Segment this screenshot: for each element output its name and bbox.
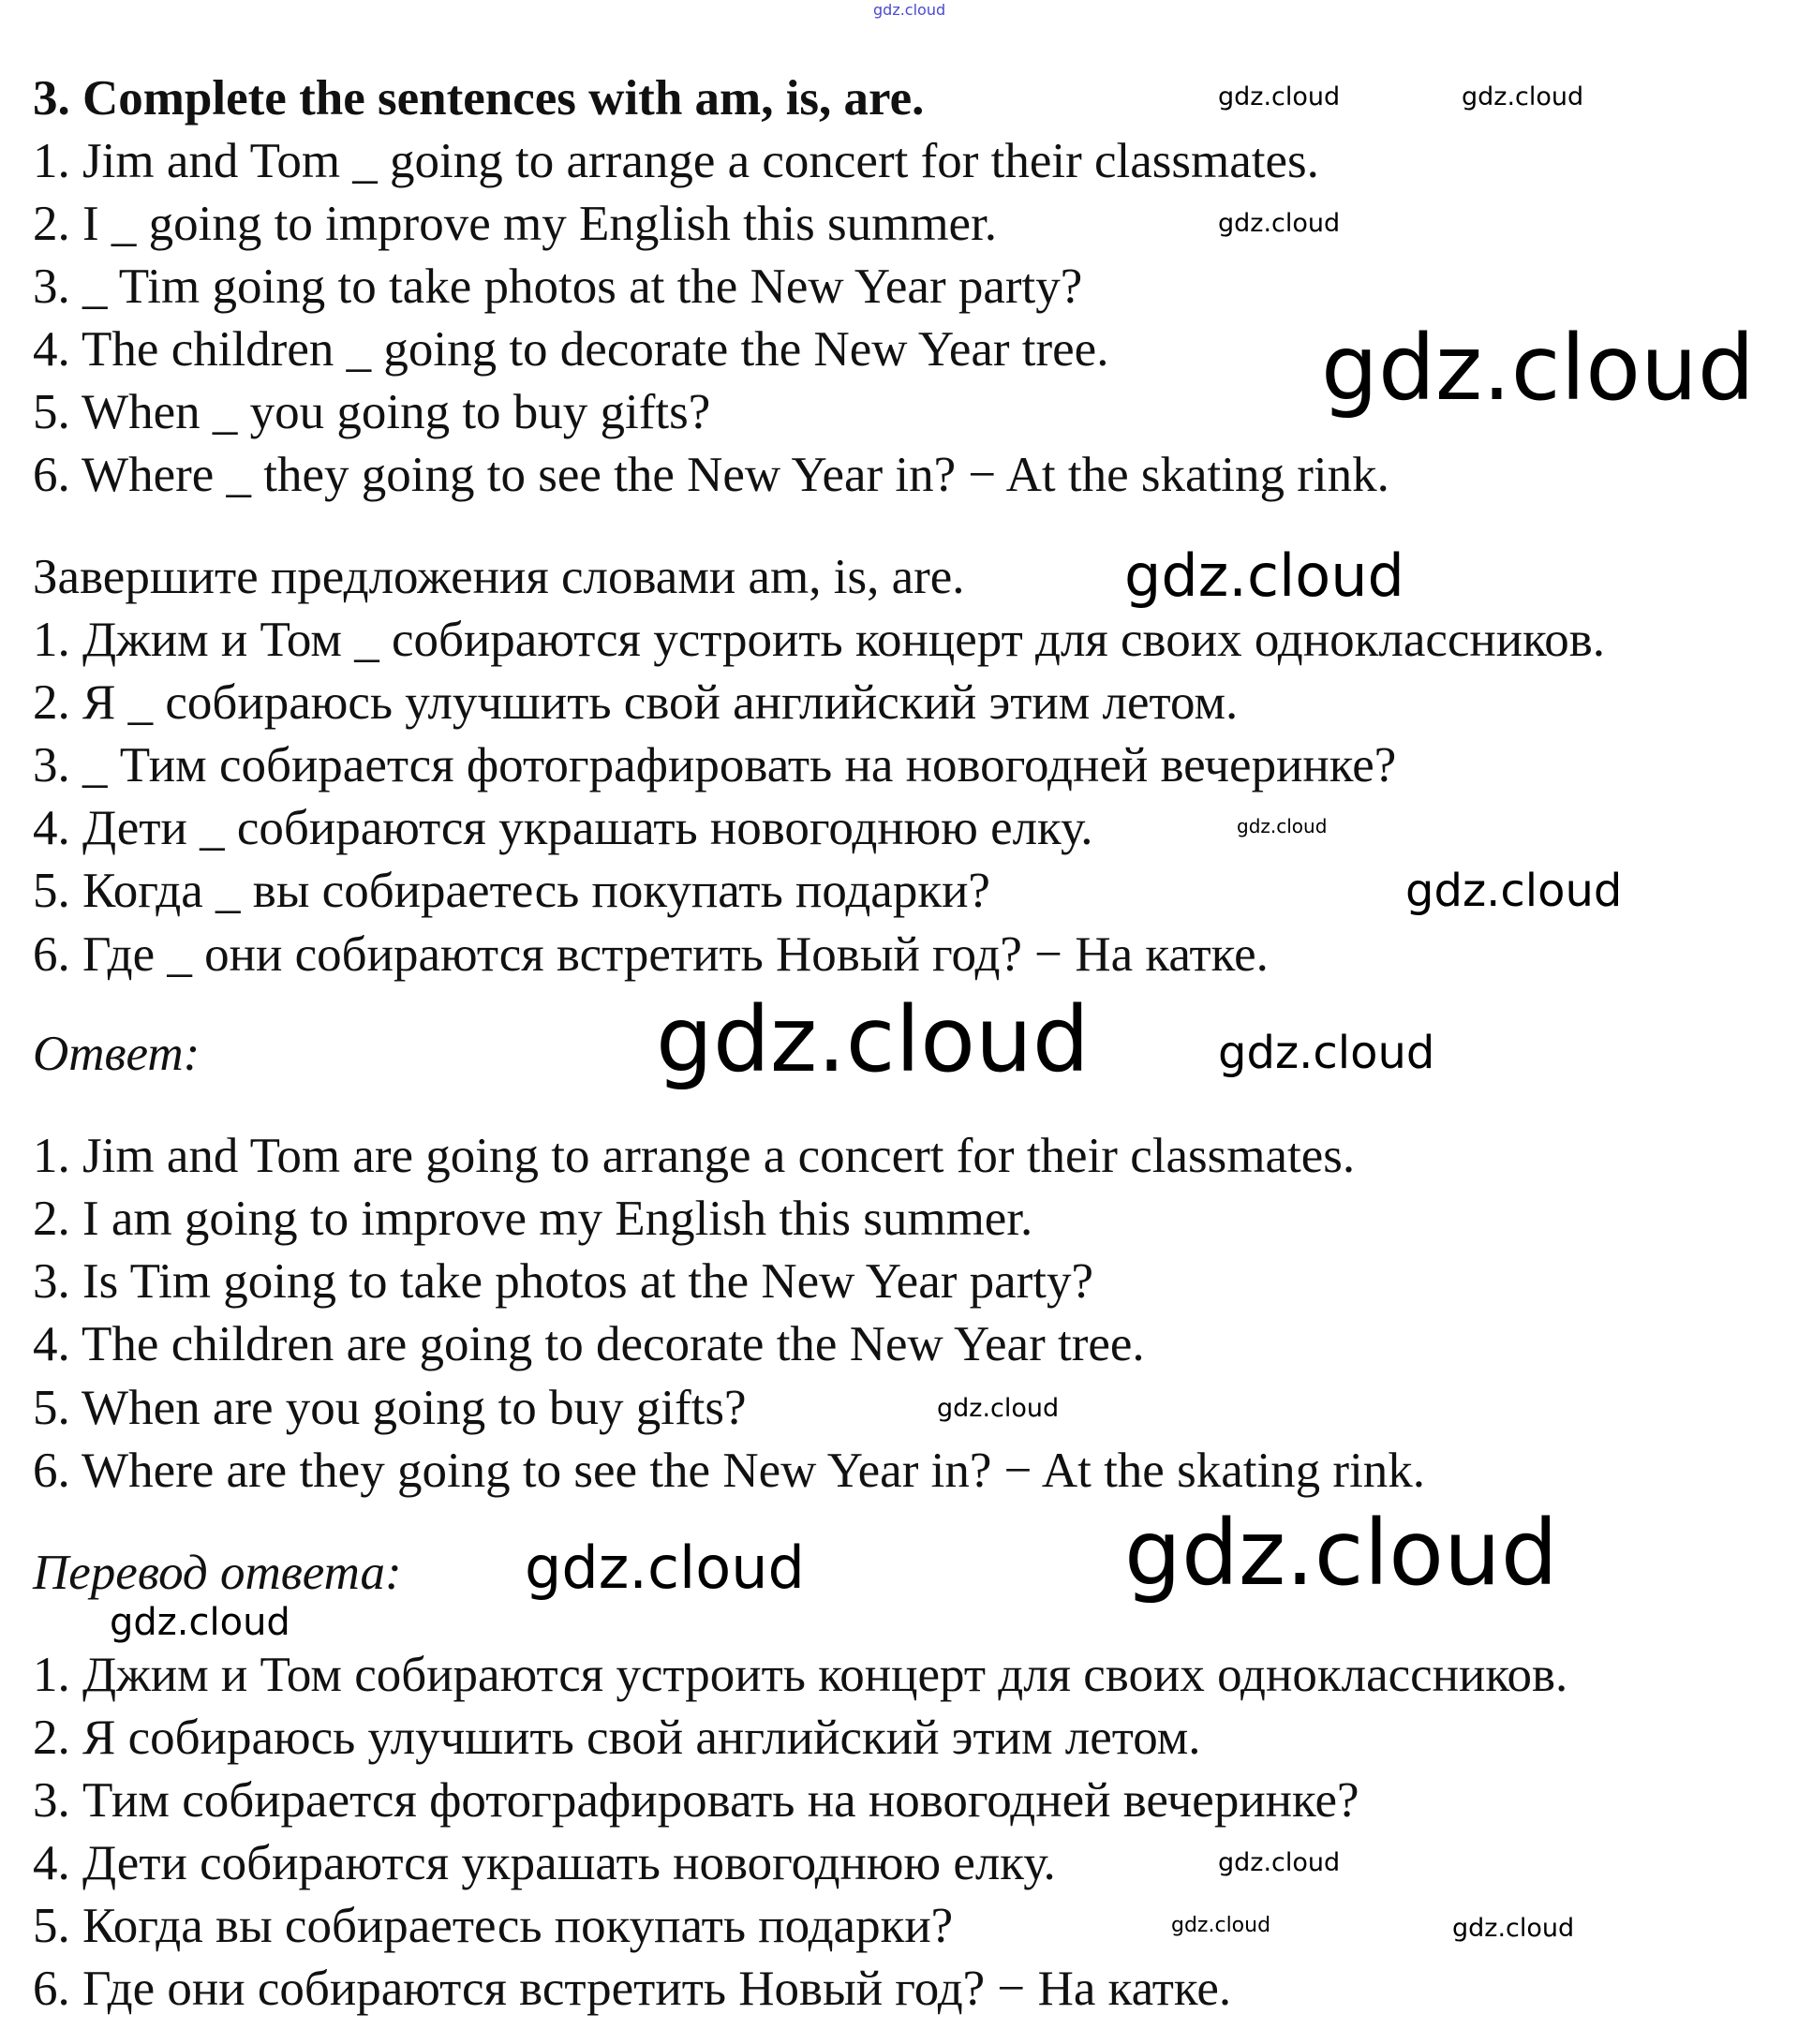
answer-translation-line: 5. Когда вы собираетесь покупать подарки?	[33, 1899, 954, 1953]
task-line: 5. Когда _ вы собираетесь покупать подарки?	[33, 864, 990, 918]
watermark: gdz.cloud	[1218, 1027, 1435, 1079]
watermark: gdz.cloud	[937, 1394, 1060, 1423]
answer-translation-line: 2. Я собираюсь улучшить свой английский этим летом.	[33, 1711, 1201, 1765]
translation-title: Завершите предложения словами am, is, are.	[33, 550, 965, 604]
answer-label: Ответ:	[33, 1027, 201, 1081]
task-line: 3. _ Тим собирается фотографировать на новогодней вечеринке?	[33, 738, 1397, 792]
answer-translation-line: 1. Джим и Том собираются устроить концерт для своих одноклассников.	[33, 1648, 1568, 1702]
task-line: 5. When _ you going to buy gifts?	[33, 385, 711, 439]
answer-translation-line: 4. Дети собираются украшать новогоднюю елку.	[33, 1836, 1056, 1890]
watermark: gdz.cloud	[1405, 865, 1623, 917]
task-line: 6. Где _ они собираются встретить Новый год? − На катке.	[33, 927, 1269, 982]
task-line: 1. Джим и Том _ собираются устроить концерт для своих одноклассников.	[33, 613, 1605, 667]
watermark: gdz.cloud	[656, 987, 1090, 1092]
watermark: gdz.cloud	[525, 1533, 805, 1602]
task-line: 4. The children _ going to decorate the New Year tree.	[33, 322, 1109, 377]
answer-line: 1. Jim and Tom are going to arrange a concert for their classmates.	[33, 1129, 1356, 1183]
watermark: gdz.cloud	[1218, 82, 1341, 111]
answer-translation-label: Перевод ответа:	[33, 1546, 402, 1600]
exercise-title: 3. Complete the sentences with am, is, are.	[33, 71, 925, 126]
task-line: 1. Jim and Tom _ going to arrange a concert for their classmates.	[33, 134, 1319, 188]
answer-line: 2. I am going to improve my English this summer.	[33, 1192, 1033, 1246]
answer-translation-line: 6. Где они собираются встретить Новый год? − На катке.	[33, 1962, 1232, 2016]
answer-line: 3. Is Tim going to take photos at the New Year party?	[33, 1254, 1094, 1309]
task-line: 6. Where _ they going to see the New Year in? − At the skating rink.	[33, 448, 1389, 502]
watermark: gdz.cloud	[1124, 541, 1404, 610]
watermark: gdz.cloud	[1452, 1914, 1575, 1943]
watermark: gdz.cloud	[1321, 316, 1755, 421]
watermark: gdz.cloud	[873, 1, 946, 19]
answer-line: 4. The children are going to decorate the New Year tree.	[33, 1317, 1145, 1371]
task-line: 3. _ Tim going to take photos at the New Year party?	[33, 259, 1083, 314]
answer-translation-line: 3. Тим собирается фотографировать на новогодней вечеринке?	[33, 1773, 1359, 1828]
watermark: gdz.cloud	[1124, 1501, 1558, 1606]
answer-line: 5. When are you going to buy gifts?	[33, 1381, 747, 1435]
task-line: 2. Я _ собираюсь улучшить свой английский этим летом.	[33, 675, 1239, 730]
watermark: gdz.cloud	[1218, 1848, 1341, 1877]
watermark: gdz.cloud	[1237, 815, 1328, 837]
task-line: 2. I _ going to improve my English this summer.	[33, 197, 998, 251]
watermark: gdz.cloud	[1171, 1914, 1271, 1937]
task-line: 4. Дети _ собираются украшать новогоднюю елку.	[33, 801, 1093, 855]
answer-line: 6. Where are they going to see the New Year in? − At the skating rink.	[33, 1444, 1426, 1498]
watermark: gdz.cloud	[1218, 209, 1341, 238]
watermark: gdz.cloud	[1462, 82, 1584, 111]
watermark: gdz.cloud	[110, 1601, 290, 1644]
